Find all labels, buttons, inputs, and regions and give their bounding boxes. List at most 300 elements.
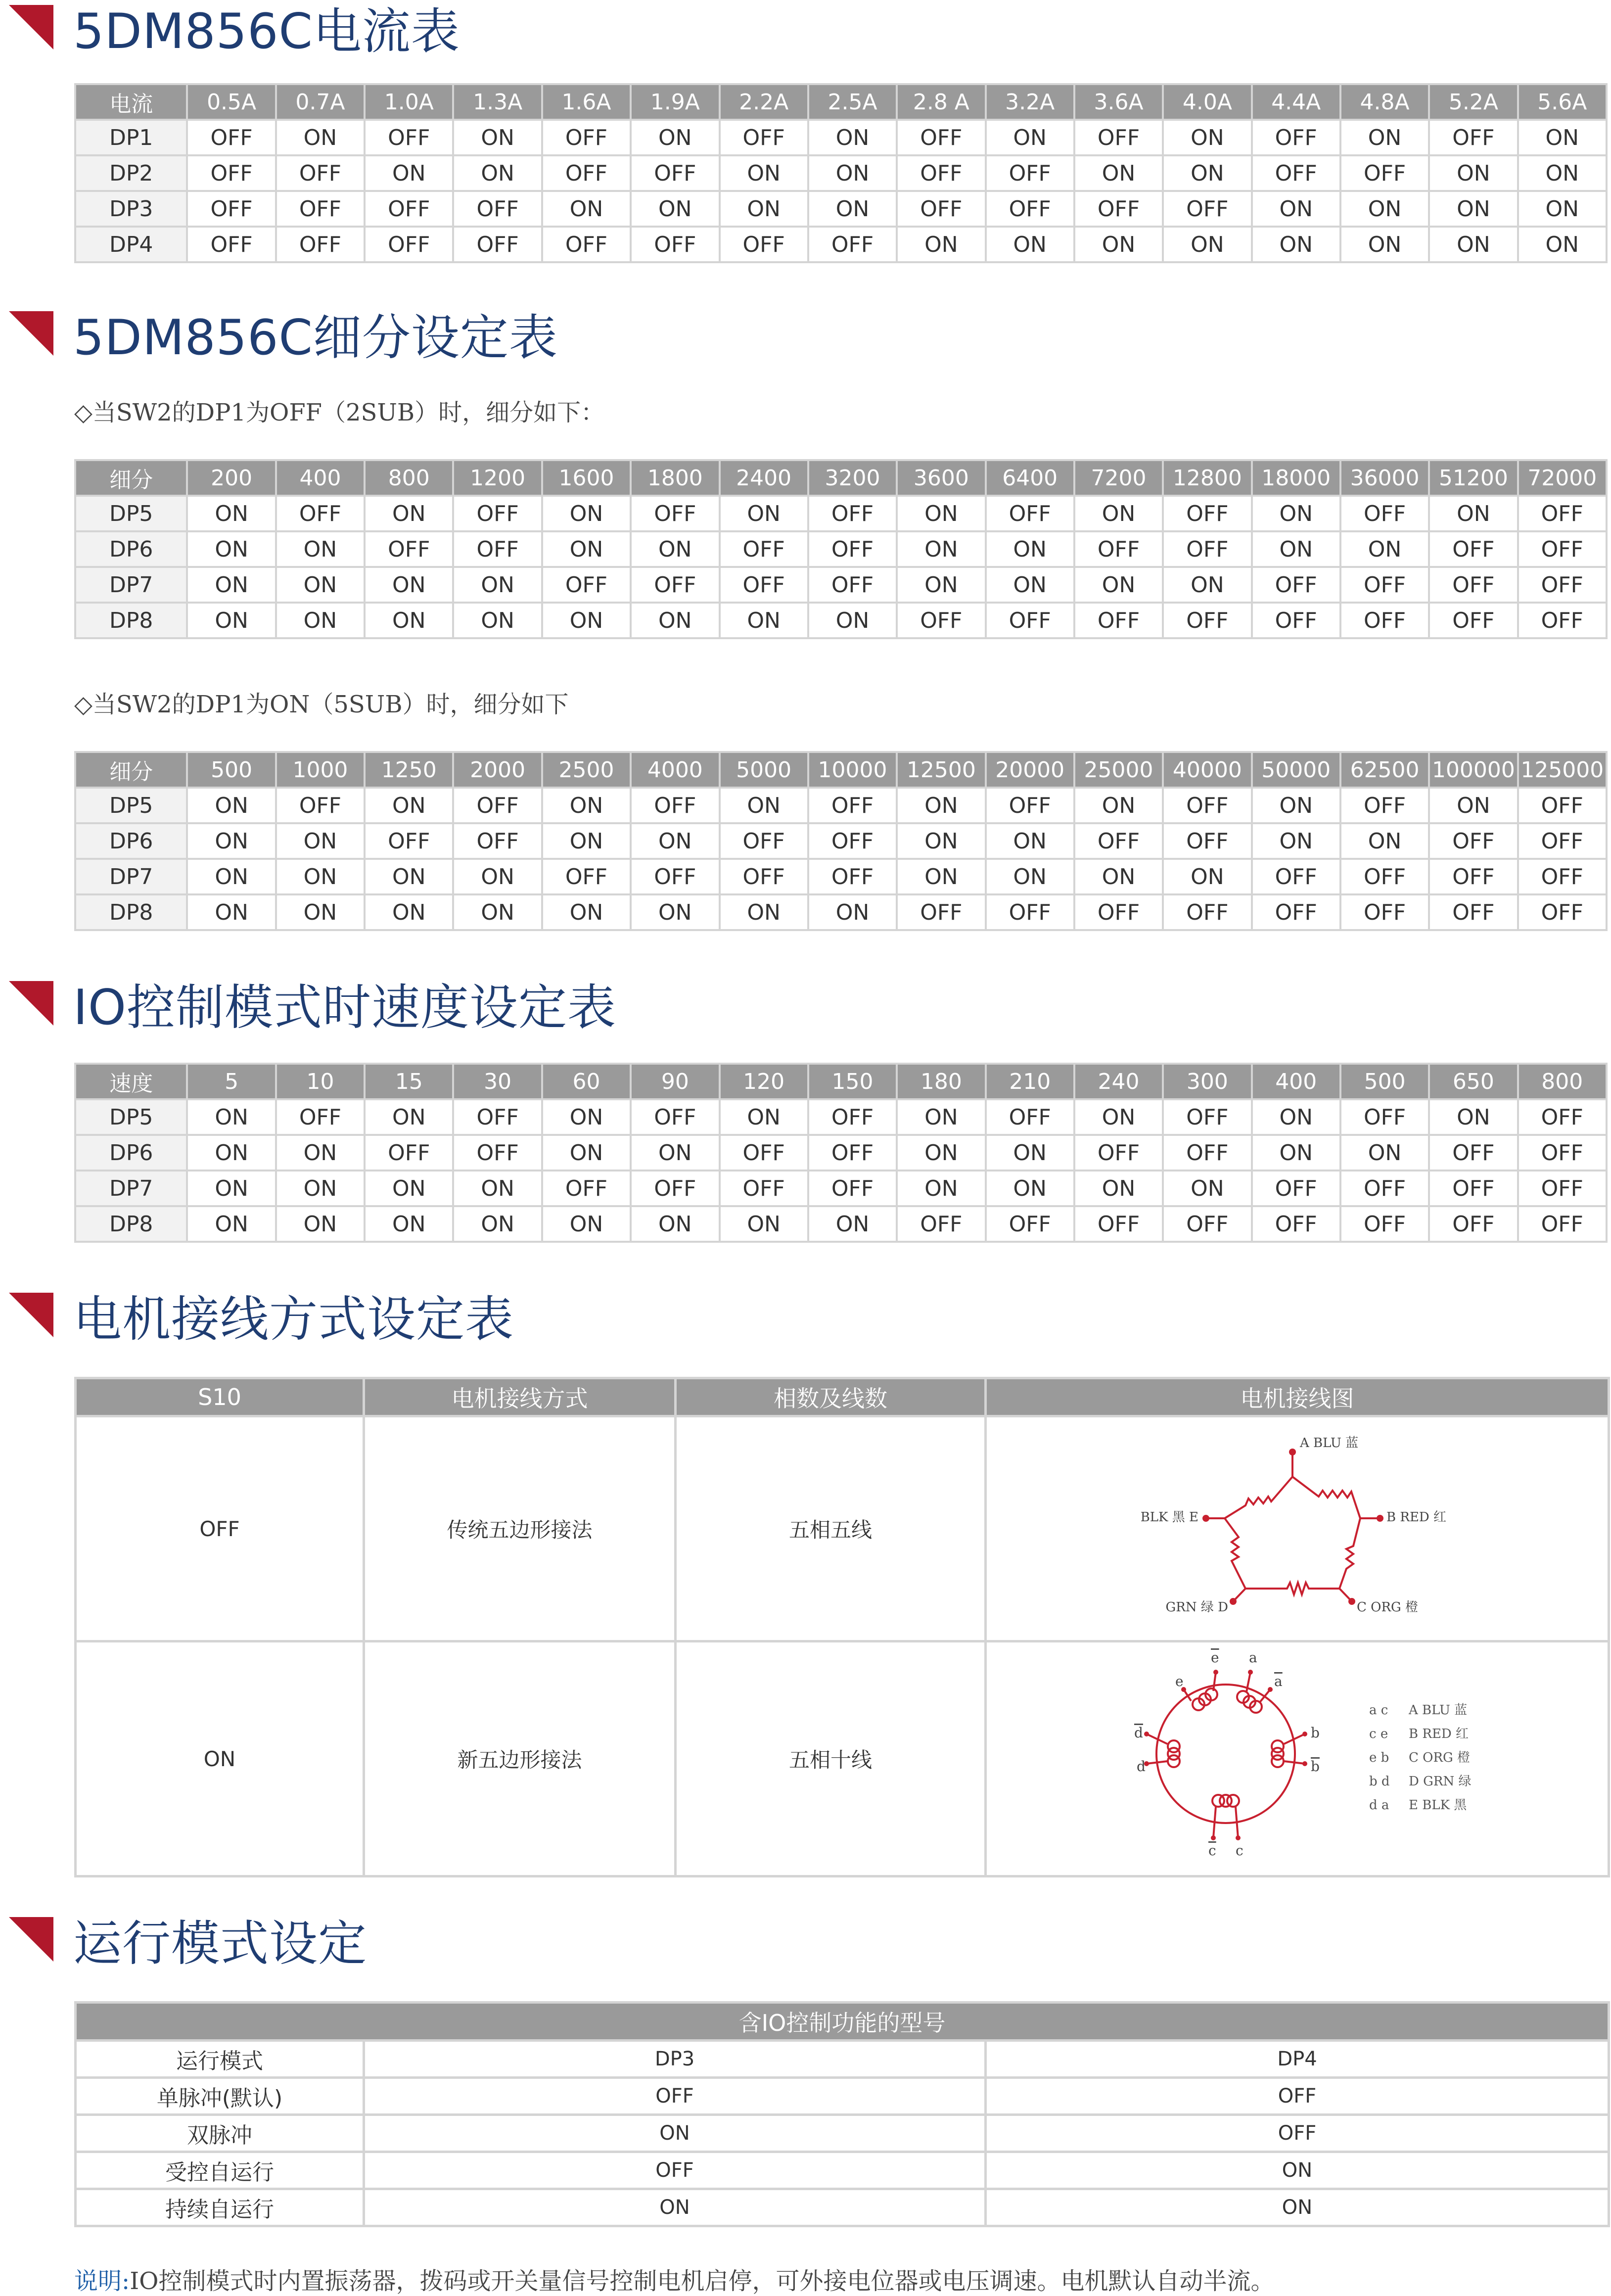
switch-state: OFF (1340, 155, 1429, 191)
switch-state: OFF (276, 227, 365, 262)
switch-state: ON (276, 1206, 365, 1242)
title-marker-icon (9, 981, 53, 1026)
run-mode-col-header: 运行模式 (76, 2041, 364, 2078)
switch-state: ON (1252, 191, 1340, 227)
switch-state: OFF (1163, 788, 1251, 823)
switch-state: ON (276, 894, 365, 930)
switch-state: OFF (1429, 1171, 1518, 1206)
table-header-label: 细分 (75, 752, 187, 788)
table-header-cell: 3.2A (986, 84, 1074, 120)
switch-state: OFF (1252, 1206, 1340, 1242)
switch-state: OFF (276, 155, 365, 191)
switch-state: OFF (542, 567, 631, 603)
switch-state: OFF (276, 191, 365, 227)
switch-state: ON (1252, 531, 1340, 567)
switch-state: ON (1074, 155, 1163, 191)
table-row (75, 1171, 1607, 1206)
table-header-cell: 800 (1518, 1064, 1607, 1099)
switch-state: ON (986, 823, 1074, 859)
table-row (75, 823, 1607, 859)
table-row (75, 531, 1607, 567)
microstep-table-2sub (74, 459, 1608, 639)
wiring-row (76, 1641, 1609, 1876)
switch-state: OFF (1163, 603, 1251, 638)
switch-label: DP8 (75, 894, 187, 930)
table-header-cell: 800 (365, 460, 453, 496)
switch-label: DP8 (75, 1206, 187, 1242)
switch-state: ON (365, 155, 453, 191)
switch-state: ON (365, 496, 453, 531)
switch-state: OFF (1252, 859, 1340, 894)
table-header-cell: 12500 (897, 752, 985, 788)
table-row (75, 1135, 1607, 1171)
switch-state: ON (897, 531, 985, 567)
switch-state: OFF (1429, 1206, 1518, 1242)
table-header-cell: 2500 (542, 752, 631, 788)
switch-state: OFF (631, 227, 719, 262)
coil-bc (1339, 1518, 1360, 1589)
footer-note (74, 2262, 1275, 2296)
wiring-phases-cell: 五相五线 (676, 1416, 986, 1641)
label-d: GRN 绿 D (1165, 1600, 1228, 1615)
switch-state: ON (542, 531, 631, 567)
switch-state: ON (1429, 227, 1518, 262)
table-header-cell: 120 (720, 1064, 808, 1099)
terminal-a-bar: a (1274, 1673, 1283, 1689)
run-mode-name: 单脉冲(默认) (76, 2078, 364, 2115)
switch-state: ON (187, 603, 276, 638)
section-title-text: IO控制模式时速度设定表 (73, 979, 617, 1036)
switch-state: ON (1074, 496, 1163, 531)
terminal-d-bar: d (1134, 1725, 1143, 1741)
switch-state: OFF (453, 1135, 542, 1171)
switch-state: ON (542, 1135, 631, 1171)
table-header-cell: 2.8 A (897, 84, 985, 120)
table-row (75, 567, 1607, 603)
switch-state: ON (276, 567, 365, 603)
table-header-cell: 30 (453, 1064, 542, 1099)
section-title-run-mode (0, 1905, 367, 1974)
table-row (75, 859, 1607, 894)
table-header-label: 电流 (75, 84, 187, 120)
switch-state: OFF (1163, 531, 1251, 567)
switch-state: OFF (453, 191, 542, 227)
switch-state: ON (453, 859, 542, 894)
switch-state: ON (1074, 788, 1163, 823)
table-header-cell: 90 (631, 1064, 719, 1099)
switch-state: OFF (1429, 120, 1518, 155)
table-header-cell: 36000 (1340, 460, 1429, 496)
switch-state: ON (986, 1135, 1074, 1171)
wiring-phases-cell: 五相十线 (676, 1641, 986, 1876)
switch-state: OFF (1252, 603, 1340, 638)
switch-state: ON (365, 603, 453, 638)
table-header-cell: 500 (1340, 1064, 1429, 1099)
switch-state: ON (1074, 1171, 1163, 1206)
switch-state: ON (986, 1171, 1074, 1206)
table-header-cell: 400 (276, 460, 365, 496)
switch-state: ON (808, 603, 897, 638)
switch-state: OFF (1429, 894, 1518, 930)
table-header-cell: 1000 (276, 752, 365, 788)
switch-state: OFF (720, 567, 808, 603)
coil-right (1272, 1740, 1284, 1767)
switch-state: ON (276, 120, 365, 155)
switch-state: ON (1074, 1099, 1163, 1135)
switch-state: OFF (1074, 603, 1163, 638)
wiring-header-cell: S10 (76, 1378, 364, 1416)
section-title-wiring (0, 1280, 514, 1350)
switch-state: OFF (720, 120, 808, 155)
table-header-cell: 51200 (1429, 460, 1518, 496)
coil-de (1225, 1518, 1245, 1589)
legend-pair: e b (1369, 1750, 1389, 1765)
wiring-header-cell: 相数及线数 (676, 1378, 986, 1416)
table-header-cell: 2400 (720, 460, 808, 496)
switch-state: OFF (1518, 859, 1607, 894)
run-mode-table (74, 2001, 1610, 2227)
switch-state: OFF (986, 1099, 1074, 1135)
table-row (75, 191, 1607, 227)
table-header-cell: 400 (1252, 1064, 1340, 1099)
label-c: C ORG 橙 (1356, 1600, 1418, 1615)
switch-state: OFF (720, 1171, 808, 1206)
table-header-cell: 60 (542, 1064, 631, 1099)
switch-state: ON (1340, 227, 1429, 262)
switch-state: ON (453, 567, 542, 603)
switch-state: ON (720, 496, 808, 531)
run-mode-col-header: DP3 (364, 2041, 986, 2078)
switch-state: ON (276, 859, 365, 894)
table-header-cell: 5000 (720, 752, 808, 788)
switch-state: ON (897, 567, 985, 603)
switch-state: ON (1429, 191, 1518, 227)
table-header-cell: 12800 (1163, 460, 1251, 496)
table-header-cell: 2000 (453, 752, 542, 788)
run-mode-group-header-row (76, 2003, 1609, 2041)
table-header-cell: 10 (276, 1064, 365, 1099)
switch-state: ON (986, 227, 1074, 262)
switch-state: OFF (187, 155, 276, 191)
table-row (75, 1099, 1607, 1135)
table-header-cell: 72000 (1518, 460, 1607, 496)
legend-name: C ORG 橙 (1408, 1750, 1470, 1765)
star-wiring-diagram (988, 1642, 1607, 1870)
switch-state: ON (1429, 1099, 1518, 1135)
run-mode-group-header: 含IO控制功能的型号 (76, 2003, 1609, 2041)
switch-state: OFF (365, 227, 453, 262)
star-diagram-cell (986, 1641, 1609, 1876)
switch-state: ON (1252, 227, 1340, 262)
run-mode-dp4: ON (986, 2152, 1609, 2189)
section-title-text: 电机接线方式设定表 (73, 1291, 514, 1348)
switch-state: OFF (631, 1099, 719, 1135)
switch-state: OFF (453, 788, 542, 823)
switch-state: ON (365, 788, 453, 823)
switch-state: ON (365, 1171, 453, 1206)
switch-state: ON (808, 894, 897, 930)
switch-state: ON (897, 859, 985, 894)
table-header-label: 细分 (75, 460, 187, 496)
switch-state: OFF (1074, 191, 1163, 227)
switch-state: OFF (1518, 567, 1607, 603)
switch-state: OFF (542, 120, 631, 155)
coil-left (1168, 1740, 1180, 1767)
run-mode-column-header-row (76, 2041, 1609, 2078)
switch-state: ON (1340, 823, 1429, 859)
switch-state: ON (1340, 1135, 1429, 1171)
switch-state: OFF (1518, 1099, 1607, 1135)
table-header-cell: 0.5A (187, 84, 276, 120)
switch-state: ON (631, 191, 719, 227)
switch-state: ON (808, 191, 897, 227)
table-row (75, 788, 1607, 823)
switch-state: OFF (1340, 1171, 1429, 1206)
switch-state: OFF (1518, 1171, 1607, 1206)
switch-state: OFF (1340, 1099, 1429, 1135)
table-header-cell: 40000 (1163, 752, 1251, 788)
wiring-table (74, 1377, 1610, 1877)
switch-label: DP5 (75, 496, 187, 531)
table-row (75, 120, 1607, 155)
switch-label: DP7 (75, 859, 187, 894)
switch-state: ON (542, 894, 631, 930)
table-header-cell: 1.3A (453, 84, 542, 120)
switch-state: ON (631, 120, 719, 155)
switch-state: ON (1074, 567, 1163, 603)
switch-state: OFF (365, 823, 453, 859)
switch-state: ON (1163, 567, 1251, 603)
run-mode-row (76, 2115, 1609, 2152)
switch-state: ON (276, 1135, 365, 1171)
table-row (75, 1206, 1607, 1242)
switch-state: OFF (1074, 823, 1163, 859)
wiring-row (76, 1416, 1609, 1641)
switch-state: ON (187, 496, 276, 531)
legend-name: A BLU 蓝 (1408, 1703, 1467, 1718)
table-header-cell: 18000 (1252, 460, 1340, 496)
terminal-c: c (1235, 1842, 1243, 1859)
switch-state: OFF (1074, 1206, 1163, 1242)
table-header-cell: 3600 (897, 460, 985, 496)
switch-state: OFF (1340, 567, 1429, 603)
switch-state: OFF (1429, 859, 1518, 894)
coil-ab (1292, 1477, 1360, 1518)
switch-state: OFF (897, 155, 985, 191)
switch-state: OFF (542, 859, 631, 894)
switch-state: OFF (631, 155, 719, 191)
switch-state: ON (897, 227, 985, 262)
switch-state: ON (453, 1206, 542, 1242)
table-header-cell: 1200 (453, 460, 542, 496)
run-mode-dp3: OFF (364, 2078, 986, 2115)
table-header-cell: 2.5A (808, 84, 897, 120)
switch-state: OFF (1252, 894, 1340, 930)
switch-state: ON (1252, 823, 1340, 859)
switch-state: ON (187, 894, 276, 930)
switch-state: OFF (1429, 1135, 1518, 1171)
switch-state: OFF (1163, 823, 1251, 859)
table-header-cell: 4000 (631, 752, 719, 788)
switch-state: ON (897, 1135, 985, 1171)
run-mode-dp4: ON (986, 2189, 1609, 2226)
switch-state: ON (720, 155, 808, 191)
switch-state: OFF (720, 1135, 808, 1171)
table-header-cell: 0.7A (276, 84, 365, 120)
switch-state: ON (187, 1171, 276, 1206)
table-header-cell: 100000 (1429, 752, 1518, 788)
switch-state: ON (365, 894, 453, 930)
wiring-s10-cell: ON (76, 1641, 364, 1876)
switch-state: OFF (1429, 567, 1518, 603)
switch-state: ON (187, 788, 276, 823)
switch-state: ON (276, 823, 365, 859)
wiring-header-cell: 电机接线图 (986, 1378, 1609, 1416)
run-mode-row (76, 2189, 1609, 2226)
switch-state: ON (187, 823, 276, 859)
switch-label: DP1 (75, 120, 187, 155)
switch-state: OFF (1252, 120, 1340, 155)
wiring-header-row (76, 1378, 1609, 1416)
switch-state: OFF (808, 1099, 897, 1135)
switch-state: OFF (897, 120, 985, 155)
switch-label: DP4 (75, 227, 187, 262)
terminal-c-bar: c (1208, 1842, 1216, 1859)
label-b: B RED 红 (1386, 1510, 1446, 1525)
switch-state: OFF (1163, 1206, 1251, 1242)
switch-state: OFF (542, 227, 631, 262)
run-mode-dp4: OFF (986, 2115, 1609, 2152)
run-mode-dp3: ON (364, 2115, 986, 2152)
switch-state: OFF (453, 531, 542, 567)
microstep-table-5sub (74, 751, 1608, 931)
switch-state: OFF (986, 155, 1074, 191)
label-a: A BLU 蓝 (1299, 1436, 1358, 1451)
switch-state: OFF (986, 191, 1074, 227)
switch-state: ON (631, 603, 719, 638)
section-title-io-speed (0, 969, 616, 1038)
section-title-current (0, 0, 460, 62)
switch-state: OFF (808, 1135, 897, 1171)
io-speed-table (74, 1063, 1608, 1243)
switch-state: OFF (1518, 603, 1607, 638)
switch-state: ON (720, 894, 808, 930)
switch-state: ON (542, 823, 631, 859)
switch-state: ON (1252, 1099, 1340, 1135)
switch-label: DP2 (75, 155, 187, 191)
pentagon-wiring-diagram (988, 1417, 1607, 1635)
table-header-row (75, 460, 1607, 496)
table-header-cell: 1.9A (631, 84, 719, 120)
switch-state: OFF (1252, 567, 1340, 603)
switch-state: ON (1518, 120, 1607, 155)
switch-label: DP5 (75, 1099, 187, 1135)
switch-state: OFF (1074, 531, 1163, 567)
table-row (75, 227, 1607, 262)
switch-state: ON (808, 120, 897, 155)
switch-state: OFF (808, 567, 897, 603)
switch-state: ON (542, 1099, 631, 1135)
switch-state: ON (897, 823, 985, 859)
switch-state: ON (542, 788, 631, 823)
switch-state: ON (542, 603, 631, 638)
switch-state: OFF (808, 496, 897, 531)
switch-state: OFF (1163, 191, 1251, 227)
switch-state: ON (1163, 227, 1251, 262)
switch-state: OFF (897, 603, 985, 638)
switch-state: ON (1074, 227, 1163, 262)
switch-state: OFF (631, 1171, 719, 1206)
switch-label: DP8 (75, 603, 187, 638)
microstep-note-2sub: ◇当SW2的DP1为OFF（2SUB）时，细分如下： (74, 399, 605, 426)
switch-state: OFF (720, 531, 808, 567)
switch-state: OFF (631, 567, 719, 603)
switch-state: ON (1518, 191, 1607, 227)
switch-label: DP7 (75, 567, 187, 603)
coil-cd (1245, 1583, 1339, 1594)
switch-label: DP3 (75, 191, 187, 227)
switch-state: OFF (1252, 1171, 1340, 1206)
table-header-cell: 2.2A (720, 84, 808, 120)
switch-state: ON (631, 1206, 719, 1242)
switch-state: OFF (276, 788, 365, 823)
switch-state: OFF (808, 859, 897, 894)
switch-state: OFF (276, 1099, 365, 1135)
switch-state: OFF (1518, 894, 1607, 930)
section-title-text: 运行模式设定 (73, 1915, 368, 1972)
switch-state: ON (1074, 859, 1163, 894)
terminal-d: d (1136, 1758, 1146, 1775)
section-title-text: 5DM856C电流表 (73, 3, 460, 60)
footer-note-lead: 说明: (74, 2267, 130, 2295)
switch-state: ON (365, 567, 453, 603)
wiring-header-cell: 电机接线方式 (364, 1378, 676, 1416)
switch-state: OFF (542, 155, 631, 191)
switch-state: OFF (808, 531, 897, 567)
table-header-cell: 20000 (986, 752, 1074, 788)
switch-state: ON (453, 1171, 542, 1206)
switch-state: ON (276, 1171, 365, 1206)
pentagon-diagram-cell (986, 1416, 1609, 1641)
title-marker-icon (9, 1293, 53, 1337)
table-header-cell: 500 (187, 752, 276, 788)
switch-state: OFF (986, 603, 1074, 638)
switch-state: OFF (453, 823, 542, 859)
switch-state: ON (1429, 155, 1518, 191)
switch-state: OFF (1518, 1206, 1607, 1242)
title-marker-icon (9, 1917, 53, 1962)
terminal-b-bar: b (1310, 1758, 1320, 1775)
legend-name: D GRN 绿 (1408, 1774, 1471, 1789)
switch-state: ON (187, 1206, 276, 1242)
run-mode-row (76, 2152, 1609, 2189)
switch-state: OFF (1429, 603, 1518, 638)
table-header-cell: 62500 (1340, 752, 1429, 788)
switch-state: ON (1340, 191, 1429, 227)
switch-state: OFF (1163, 894, 1251, 930)
terminal-b: b (1310, 1725, 1320, 1741)
table-header-cell: 210 (986, 1064, 1074, 1099)
switch-state: ON (1340, 531, 1429, 567)
switch-state: ON (808, 1206, 897, 1242)
switch-state: OFF (1518, 823, 1607, 859)
table-row (75, 496, 1607, 531)
table-header-cell: 1800 (631, 460, 719, 496)
coil-ea (1225, 1477, 1292, 1518)
section-title-microstep (0, 299, 558, 368)
switch-state: OFF (631, 788, 719, 823)
switch-state: OFF (187, 227, 276, 262)
